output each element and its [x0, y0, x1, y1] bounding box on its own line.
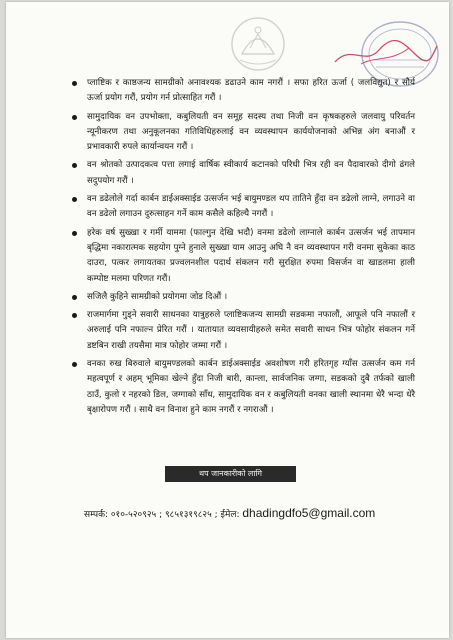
list-item — [6, 110, 449, 156]
list-item-text: हरेक वर्ष सुख्खा र गर्मी याममा (फाल्गुन देखि भदौ) वनमा डढेलो लाग्नाले कार्बन उत्सर्जन भई तापमान बृद्धिमा नकारात्मक सहयोग पुग्ने हुनाले सुख्खा याम आउनु अघि नै वन व्यवस्थापन गरी वनमा सुकेका काठ दाउरा, पत्कर लगायतका प्रज्वलनशील पदार्थ संकलन गरी सुरक्षित रुपमा विसर्जन वा खाडलमा हाली कम्पोष्ट मलमा परिणत गरौं। — [87, 227, 415, 284]
document-page — [6, 2, 449, 638]
bullet-icon — [72, 115, 77, 120]
list-item-text: राजमार्गमा गुड्ने सवारी साधनका यात्रुहरुले प्लाष्टिकजन्य सामग्री सडकमा नफालौं, आफूले पनि नफालौं र अरुलाई पनि नफाल्न प्रेरित गरौं । यातायात व्यवसायीहरुले समेत सवारी साधन भित्र फोहोर संकलन गर्ने डष्टबिन राखी तयसैमा मात्र फोहोर जम्मा गरौं । — [87, 310, 415, 351]
list-item-text: सामुदायिक वन उपभोक्ता, कबुलियती वन समूह सदस्य तथा निजी वन कृषकहरुले जलवायु परिवर्तन न्यूनीकरण तथा अनुकूलनका गतिविधिहरुलाई वन व्यवस्थापन कार्ययोजनाको अभिन्न अंग बनाऔं र प्रभावकारी रुपले कार्यान्वयन गरौं । — [87, 111, 415, 153]
bullet-icon — [72, 231, 77, 236]
list-item — [6, 76, 449, 107]
more-info-banner: थप जानकारीको लागि — [165, 466, 296, 482]
list-item — [6, 357, 449, 418]
signature-icon — [331, 36, 441, 70]
guidelines-list — [6, 76, 449, 421]
list-item — [6, 290, 449, 305]
bullet-icon — [72, 81, 77, 86]
list-item-text: वनका रुख बिरुवाले बायुमण्डलको कार्बन डाईअक्साईड अवशोषण गरी हरितगृह ग्याँस उत्सर्जन कम गर्न महत्वपूर्ण र अहम् भूमिका खेल्ने हुँदा निजी बारी, कान्ला, सार्वजनिक जग्गा, सडकको दुबै तर्फको खाली ठाउँ, कुलो र नहरको डिल, जग्गाको साँध, सामुदायिक वन र कबुलियती वनका खाली स्थानमा धेरै भन्दा धेरै बृक्षारोपण गरौं । साथै वन विनाश हुने काम नगरौं र नगराऔं । — [87, 359, 415, 415]
bullet-icon — [72, 163, 77, 168]
list-item-text: सजिलै कुहिने सामग्रीको प्रयोगमा जोड दिऔं । — [87, 291, 228, 302]
contact-email: dhadingdfo5@gmail.com — [242, 506, 376, 520]
bullet-icon — [72, 313, 77, 318]
list-item-text: वन श्रोतको उत्पादकत्व पत्ता लगाई वार्षिक स्वीकार्य कटानको परिधी भित्र रही वन पैदावारको दीगो ढंगले सदुपयोग गरौं । — [87, 160, 415, 186]
bullet-icon — [72, 197, 77, 202]
list-item — [6, 308, 449, 354]
government-emblem-icon — [228, 14, 288, 74]
contact-line — [84, 506, 434, 522]
list-item — [6, 226, 449, 287]
contact-phone: सम्पर्क: ०१०-५२०९२५ ; ९८५१३१९८२५ ; ईमेल: — [84, 510, 240, 520]
list-item — [6, 192, 449, 223]
list-item-text: वन डढेलोले गर्दा कार्बन डाईअक्साईड उत्सर्जन भई बायुमण्डल थप तातिने हुँदा वन डढेलो लाग्ने, लगाउने वा वन डढेलो लगाउन दुरुत्साहन गर्ने काम कसैले कहिल्यै नगरौं । — [87, 194, 415, 220]
list-item-text: प्लाष्टिक र काष्ठजन्य सामग्रीको अनावश्यक डढाउने काम नगरौं । सफा हरित ऊर्जा ( जलविद्युत) र सौर्य ऊर्जा प्रयोग गरौं, प्रयोग गर्न प्रोत्साहित गरौं । — [87, 78, 415, 104]
bullet-icon — [72, 362, 77, 367]
bullet-icon — [72, 295, 77, 300]
list-item — [6, 158, 449, 189]
